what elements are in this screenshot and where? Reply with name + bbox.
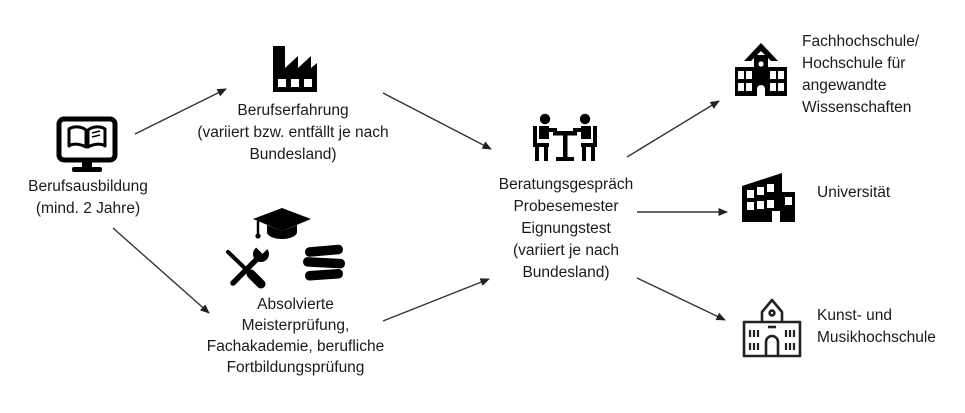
label-line: Bundesland)	[522, 264, 610, 281]
school-building-icon	[733, 42, 789, 98]
label-line: Musikhochschule	[817, 329, 936, 346]
crossed-tools-icon	[220, 243, 270, 289]
label-line: (variiert bzw. entfällt je nach	[197, 124, 389, 141]
universitaet-label	[817, 182, 957, 204]
label-line: Hochschule für	[802, 55, 906, 72]
label-line: Meisterprüfung,	[241, 317, 350, 334]
monitor-book-icon	[55, 116, 119, 174]
label-line: Bundesland)	[249, 146, 337, 163]
berufsausbildung-label	[0, 176, 176, 220]
label-line: Berufserfahrung	[237, 102, 349, 119]
label-line: Kunst- und	[817, 307, 892, 324]
book-stack-icon	[299, 244, 349, 286]
label-line: (mind. 2 Jahre)	[35, 200, 141, 217]
label-line: Berufsausbildung	[28, 178, 148, 195]
label-line: Eignungstest	[521, 220, 611, 237]
label-line: angewandte	[802, 77, 887, 94]
label-line: Fachhochschule/	[802, 33, 920, 50]
art-academy-building-icon	[741, 292, 803, 360]
label-line: Probesemester	[513, 198, 619, 215]
university-building-icon	[738, 168, 800, 226]
fachhochschule-label	[802, 31, 964, 119]
arrow-beratung-to-kunsthochschule	[637, 278, 725, 320]
label-line: Beratungsgespräch	[498, 176, 634, 193]
factory-icon	[268, 36, 322, 94]
label-line: Universität	[817, 184, 891, 201]
label-line: Wissenschaften	[802, 99, 912, 116]
label-line: Fachakademie, berufliche	[206, 338, 385, 355]
meeting-table-icon	[529, 112, 601, 166]
berufserfahrung-label	[182, 100, 404, 166]
label-line: Fortbildungsprüfung	[226, 359, 365, 376]
label-line: (variiert je nach	[513, 242, 619, 259]
label-line: Absolvierte	[257, 296, 334, 313]
kunsthochschule-label	[817, 305, 965, 349]
arrow-beratung-to-fachhochschule	[627, 101, 719, 157]
meisterpruefung-label	[183, 294, 408, 378]
beratung-label	[483, 174, 649, 284]
